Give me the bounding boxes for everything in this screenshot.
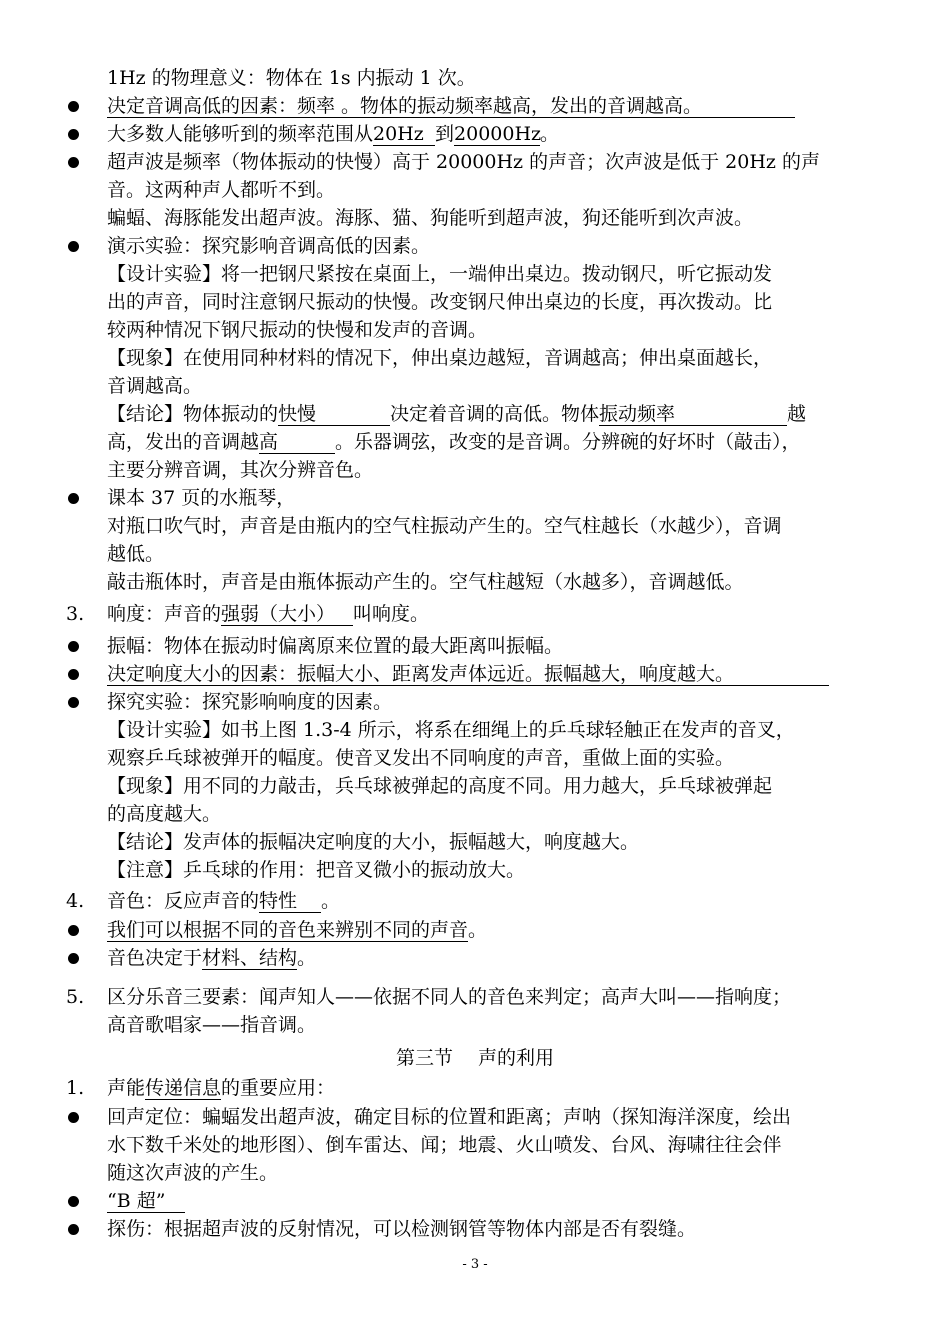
text-line: 振幅：物体在振动时偏离原来位置的最大距离叫振幅。 [107,635,564,657]
text-line: 探伤：根据超声波的反射情况，可以检测钢管等物体内部是否有裂缝。 [107,1218,697,1240]
fill-blank: 20Hz [373,123,435,146]
text-line: 水下数千米处的地形图）、倒车雷达、闻；地震、火山喷发、台风、海啸往往会伴 [107,1134,782,1156]
fill-blank: 振动频率 [599,403,787,426]
text-line: 课本 37 页的水瓶琴， [107,487,296,509]
text-segment: 决定着音调的高低。物体 [390,403,600,425]
text-line: 音。这两种声人都听不到。 [107,179,336,201]
text-line [107,402,806,426]
text-line: 对瓶口吹气时，声音是由瓶内的空气柱振动产生的。空气柱越长（水越少），音调 [107,515,782,537]
bullet-icon [68,241,79,252]
text-line: 回声定位：蝙蝠发出超声波，确定目标的位置和距离；声呐（探知海洋深度，绘出 [107,1106,792,1128]
text-line: 【注意】乒乓球的作用：把音叉微小的振动放大。 [107,859,526,881]
text-line: 【现象】用不同的力敲击，兵乓球被弹起的高度不同。用力越大，乒乓球被弹起 [107,775,773,797]
text-segment: 大多数人能够听到的频率范围从 [107,123,374,145]
text-line [107,1076,335,1100]
bullet-icon [68,101,79,112]
fill-blank: 传递信息 [145,1077,222,1099]
text-line: 【设计实验】将一把钢尺紧按在桌面上，一端伸出桌边。拨动钢尺，听它振动发 [107,263,773,285]
fill-blank: 材料、结构 [202,947,298,969]
text-segment: 音色：反应声音的 [107,890,260,912]
text-line: 较两种情况下钢尺振动的快慢和发声的音调。 [107,319,488,341]
text-line [107,946,316,970]
text-line: 主要分辨音调，其次分辨音色。 [107,459,374,481]
text-segment: 。 [540,123,560,145]
text-line: 蝙蝠、海豚能发出超声波。海豚、猫、狗能听到超声波，狗还能听到次声波。 [107,207,754,229]
text-line: 越低。 [107,543,165,565]
list-number: 1. [66,1077,85,1099]
text-line: 出的声音，同时注意钢尺振动的快慢。改变钢尺伸出桌边的长度，再次拨动。比 [107,291,773,313]
text-line [107,94,795,118]
text-line [107,918,487,942]
text-line: 观察乒乓球被弹开的幅度。使音叉发出不同响度的声音，重做上面的实验。 [107,747,735,769]
text-segment: 到 [435,123,455,145]
section-title: 第三节 声的利用 [395,1047,555,1069]
underlined-text: 决定音调高低的因素：频率 。物体的振动频率越高，发出的音调越高。 [107,95,795,118]
text-line [107,889,340,913]
text-line: 探究实验：探究影响响度的因素。 [107,691,393,713]
text-line: 随这次声波的产生。 [107,1162,279,1184]
list-number: 5. [66,986,85,1008]
list-number: 3. [66,603,85,625]
text-line: 区分乐音三要素：闻声知人——依据不同人的音色来判定；高声大叫——指响度； [107,986,792,1008]
bullet-icon [68,953,79,964]
fill-blank: 强弱（大小） [221,603,353,626]
text-line: 的高度越大。 [107,803,222,825]
text-segment: 【结论】物体振动的 [107,403,279,425]
bullet-icon [68,157,79,168]
bullet-icon [68,493,79,504]
text-line [107,662,829,686]
fill-blank: 20000Hz [454,123,542,145]
text-line: 【结论】发声体的振幅决定响度的大小，振幅越大，响度越大。 [107,831,640,853]
bullet-icon [68,1224,79,1235]
fill-blank: 特性 [259,890,321,913]
bullet-icon [68,129,79,140]
text-line: 演示实验：探究影响音调高低的因素。 [107,235,431,257]
text-line: 【设计实验】如书上图 1.3-4 所示，将系在细绳上的乒乓球轻触正在发声的音叉， [107,719,795,741]
bullet-icon [68,641,79,652]
bullet-icon [68,697,79,708]
text-line [107,430,801,454]
list-number: 4. [66,890,85,912]
bullet-icon [68,1196,79,1207]
text-line: 【现象】在使用同种材料的情况下，伸出桌边越短，音调越高；伸出桌面越长， [107,347,773,369]
underlined-text: 决定响度大小的因素：振幅大小、距离发声体远近。振幅越大，响度越大。 [107,663,829,686]
fill-blank: “B 超” [107,1190,185,1213]
text-segment: 响度：声音的 [107,603,222,625]
text-line [107,602,429,626]
bullet-icon [68,669,79,680]
page-number: - 3 - [462,1257,488,1272]
text-segment: 高，发出的音调越 [107,431,260,453]
text-line [107,1189,185,1213]
text-segment: 音色决定于 [107,947,203,969]
fill-blank: 高 [259,431,335,454]
fill-blank: 快慢 [278,403,390,426]
text-line: 超声波是频率（物体振动的快慢）高于 20000Hz 的声音；次声波是低于 20Hz 的声 [107,151,820,173]
text-line: 音调越高。 [107,375,203,397]
text-segment: 越 [787,403,807,425]
text-segment: 叫响度。 [353,603,430,625]
text-segment: 声能 [107,1077,146,1099]
underlined-text: 我们可以根据不同的音色来辨别不同的声音 [107,919,469,941]
text-segment: 。乐器调弦，改变的是音调。分辨碗的好坏时（敲击）， [335,431,801,453]
text-line: 高音歌唱家——指音调。 [107,1014,317,1036]
bullet-icon [68,1112,79,1123]
text-line [107,122,559,146]
text-line: 1Hz 的物理意义：物体在 1s 内振动 1 次。 [107,67,476,89]
text-line: 敲击瓶体时，声音是由瓶体振动产生的。空气柱越短（水越多），音调越低。 [107,571,744,593]
bullet-icon [68,925,79,936]
text-segment: 。 [321,890,341,912]
text-segment: 的重要应用： [221,1077,336,1099]
text-segment: 。 [468,919,488,941]
text-segment: 。 [297,947,317,969]
